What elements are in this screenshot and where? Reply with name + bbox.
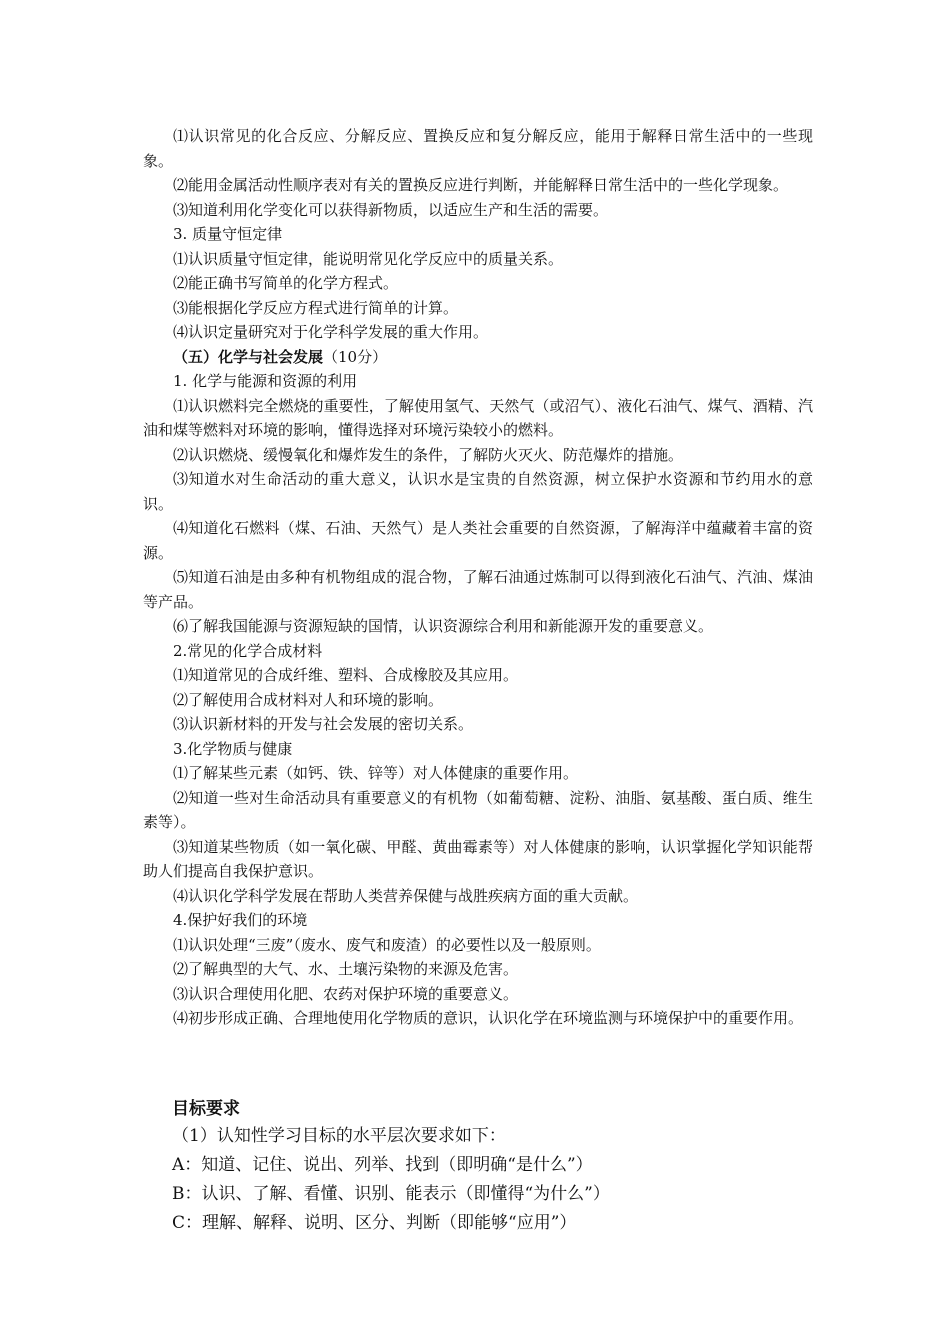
goals-intro: （1）认知性学习目标的水平层次要求如下： bbox=[172, 1126, 506, 1146]
chapter-title: （五）化学与社会发展 bbox=[173, 347, 324, 366]
chapter-score: （10分） bbox=[323, 347, 388, 366]
chapter-heading-5 bbox=[143, 345, 813, 370]
paragraph: ⑴知道常见的合成纤维、塑料、合成橡胶及其应用。 bbox=[173, 666, 519, 684]
paragraph: ⑸知道石油是由多种有机物组成的混合物，了解石油通过炼制可以得到液化石油气、汽油、煤油等产品。 bbox=[143, 568, 813, 611]
paragraph: ⑷知道化石燃料（煤、石油、天然气）是人类社会重要的自然资源，了解海洋中蕴藏着丰富的资源。 bbox=[143, 519, 813, 562]
paragraph: ⑴认识常见的化合反应、分解反应、置换反应和复分解反应，能用于解释日常生活中的一些现象。 bbox=[143, 127, 813, 170]
level-item-b: B：认识、了解、看懂、识别、能表示（即懂得“为什么”） bbox=[172, 1184, 610, 1204]
paragraph: ⑵了解典型的大气、水、土壤污染物的来源及危害。 bbox=[173, 960, 519, 978]
paragraph: ⑶知道某些物质（如一氧化碳、甲醛、黄曲霉素等）对人体健康的影响，认识掌握化学知识能帮助人们提高自我保护意识。 bbox=[143, 837, 813, 880]
paragraph: ⑴了解某些元素（如钙、铁、锌等）对人体健康的重要作用。 bbox=[173, 764, 579, 782]
level-item-c: C：理解、解释、说明、区分、判断（即能够“应用”） bbox=[172, 1213, 577, 1233]
paragraph: ⑶认识新材料的开发与社会发展的密切关系。 bbox=[173, 715, 474, 733]
paragraph: ⑵认识燃烧、缓慢氧化和爆炸发生的条件，了解防火灭火、防范爆炸的措施。 bbox=[173, 445, 684, 464]
section-heading: 3.化学物质与健康 bbox=[173, 739, 293, 758]
paragraph: ⑹了解我国能源与资源短缺的国情，认识资源综合利用和新能源开发的重要意义。 bbox=[173, 617, 714, 635]
goals-title: 目标要求 bbox=[172, 1099, 240, 1119]
paragraph: ⑶知道利用化学变化可以获得新物质，以适应生产和生活的需要。 bbox=[173, 200, 609, 219]
paragraph: ⑵知道一些对生命活动具有重要意义的有机物（如葡萄糖、淀粉、油脂、氨基酸、蛋白质、维生素等）。 bbox=[143, 788, 813, 831]
level-item-a: A：知道、记住、说出、列举、找到（即明确“是什么”） bbox=[172, 1155, 593, 1175]
paragraph: ⑶认识合理使用化肥、农药对保护环境的重要意义。 bbox=[173, 984, 519, 1003]
goals-levels bbox=[172, 1122, 792, 1238]
paragraph: ⑷认识定量研究对于化学科学发展的重大作用。 bbox=[173, 323, 489, 341]
section-heading: 3. 质量守恒定律 bbox=[173, 225, 283, 243]
paragraph: ⑶能根据化学反应方程式进行简单的计算。 bbox=[173, 298, 459, 317]
paragraph: ⑶知道水对生命活动的重大意义，认识水是宝贵的自然资源，树立保护水资源和节约用水的意识。 bbox=[143, 470, 813, 513]
paragraph: ⑴认识质量守恒定律，能说明常见化学反应中的质量关系。 bbox=[173, 249, 564, 268]
section-heading: 1. 化学与能源和资源的利用 bbox=[173, 372, 358, 390]
text-block-reactions bbox=[143, 124, 813, 1031]
paragraph: ⑵能用金属活动性顺序表对有关的置换反应进行判断，并能解释日常生活中的一些化学现象。 bbox=[173, 176, 789, 194]
paragraph: ⑷认识化学科学发展在帮助人类营养保健与战胜疾病方面的重大贡献。 bbox=[173, 886, 639, 905]
paragraph: ⑷初步形成正确、合理地使用化学物质的意识，认识化学在环境监测与环境保护中的重要作用。 bbox=[173, 1009, 804, 1027]
section-heading: 2.常见的化学合成材料 bbox=[173, 641, 323, 660]
paragraph: ⑵了解使用合成材料对人和环境的影响。 bbox=[173, 690, 444, 709]
paragraph: ⑵能正确书写简单的化学方程式。 bbox=[173, 274, 399, 292]
paragraph: ⑴认识处理“三废”（废水、废气和废渣）的必要性以及一般原则。 bbox=[173, 935, 601, 954]
section-heading: 4.保护好我们的环境 bbox=[173, 911, 308, 929]
paragraph: ⑴认识燃料完全燃烧的重要性，了解使用氢气、天然气（或沼气）、液化石油气、煤气、酒精、汽油和煤等燃料对环境的影响，懂得选择对环境污染较小的燃料。 bbox=[143, 396, 813, 439]
